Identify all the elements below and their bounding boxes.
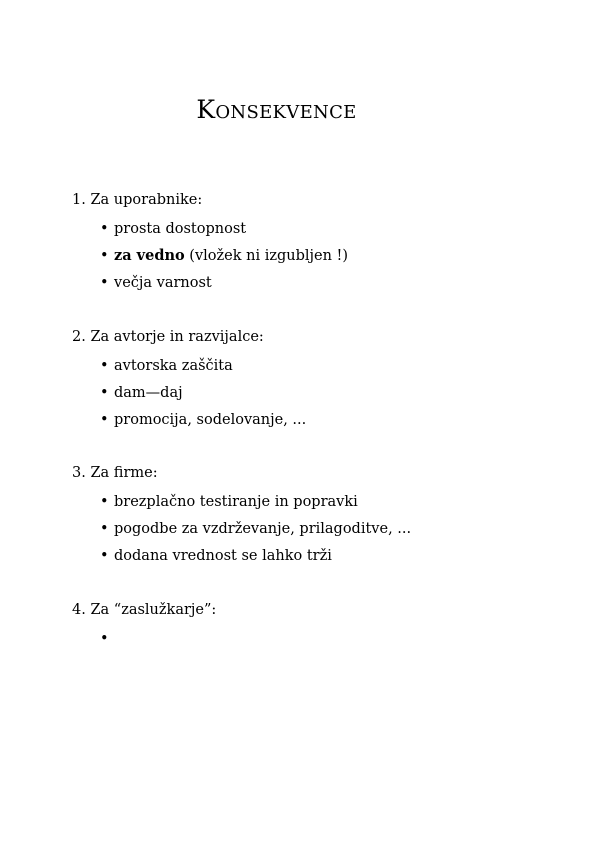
list-item — [100, 246, 552, 273]
list-item — [100, 219, 552, 246]
section-companies — [72, 463, 552, 573]
section-heading — [72, 600, 552, 620]
list-item — [100, 356, 552, 383]
bullet-icon: • — [100, 221, 109, 237]
bullet-icon: • — [100, 358, 109, 374]
page-title: Konsekvence — [196, 95, 357, 124]
section-number: 2. — [72, 329, 86, 345]
item-text: dam—daj — [114, 385, 183, 401]
section-title: Za “zaslužkarje”: — [90, 602, 217, 618]
item-text: pogodbe za vzdrževanje, prilagoditve, ... — [114, 521, 412, 537]
item-text: avtorska zaščita — [114, 358, 233, 374]
item-text: (vložek ni izgubljen !) — [184, 248, 349, 264]
section-number: 3. — [72, 465, 86, 481]
item-text: prosta dostopnost — [114, 221, 247, 237]
section-title: Za avtorje in razvijalce: — [90, 329, 264, 345]
list-item — [100, 492, 552, 519]
section-number: 4. — [72, 602, 86, 618]
item-text: dodana vrednost se lahko trži — [114, 548, 332, 564]
section-earners — [72, 600, 552, 656]
section-title: Za firme: — [90, 465, 158, 481]
item-text: promocija, sodelovanje, ... — [114, 412, 307, 428]
bullet-list — [72, 356, 552, 437]
list-item — [100, 410, 552, 437]
section-heading — [72, 463, 552, 483]
section-heading — [72, 190, 552, 210]
item-emphasis: za vedno — [114, 247, 185, 264]
section-number: 1. — [72, 192, 86, 208]
item-text: večja varnost — [114, 275, 212, 291]
section-users — [72, 190, 552, 300]
bullet-icon: • — [100, 631, 109, 647]
bullet-list — [72, 492, 552, 573]
section-title: Za uporabnike: — [90, 192, 203, 208]
list-item — [100, 273, 552, 300]
bullet-icon: • — [100, 248, 109, 264]
bullet-icon: • — [100, 412, 109, 428]
bullet-icon: • — [100, 494, 109, 510]
bullet-icon: • — [100, 385, 109, 401]
section-authors — [72, 327, 552, 437]
bullet-icon: • — [100, 521, 109, 537]
section-heading — [72, 327, 552, 347]
list-item — [100, 519, 552, 546]
bullet-icon: • — [100, 548, 109, 564]
list-item — [100, 629, 552, 656]
bullet-list — [72, 219, 552, 300]
bullet-icon: • — [100, 275, 109, 291]
list-item — [100, 546, 552, 573]
list-item — [100, 383, 552, 410]
item-text: brezplačno testiranje in popravki — [114, 494, 358, 510]
bullet-list — [72, 629, 552, 656]
